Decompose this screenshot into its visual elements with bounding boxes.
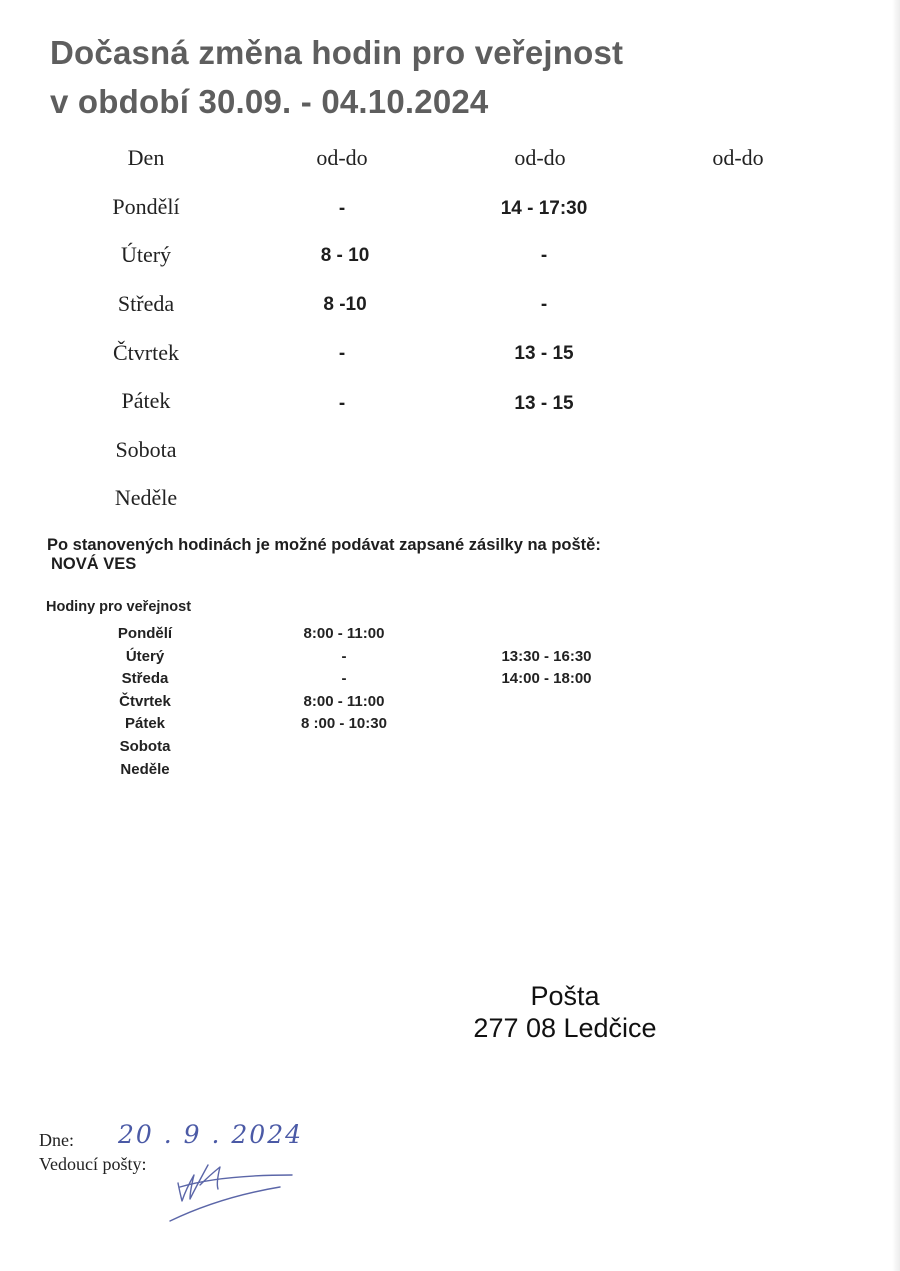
time-cell: - [341, 670, 347, 687]
day-label: Středa [117, 291, 175, 316]
page-subtitle: v období 30.09. - 04.10.2024 [50, 83, 489, 120]
day-label: Pondělí [117, 625, 173, 642]
time-cell: 8 -10 [323, 294, 367, 315]
head-label: Vedoucí pošty: [39, 1154, 147, 1174]
time-cell: - [341, 648, 347, 665]
time-cell: 13:30 - 16:30 [501, 648, 592, 665]
time-cell: - [338, 198, 346, 219]
day-label: Středa [121, 670, 169, 687]
signature-mark [160, 1145, 310, 1225]
day-label: Sobota [115, 437, 177, 462]
page-title: Dočasná změna hodin pro veřejnost [50, 34, 624, 71]
day-label: Neděle [120, 761, 170, 778]
post-office-name: Pošta [530, 981, 600, 1011]
day-label: Čtvrtek [113, 340, 179, 365]
day-label: Úterý [125, 648, 165, 665]
column-header-range-3: od-do [712, 145, 764, 170]
time-cell: 13 - 15 [514, 343, 574, 364]
time-cell: 13 - 15 [514, 393, 574, 414]
day-label: Úterý [120, 242, 172, 267]
time-cell: 14 - 17:30 [500, 198, 588, 219]
day-label: Čtvrtek [119, 693, 171, 710]
time-cell: - [540, 294, 548, 315]
post-office-address: 277 08 Ledčice [473, 1013, 657, 1043]
time-cell: 8:00 - 11:00 [303, 693, 385, 710]
notice-text: Po stanovených hodinách je možné podávat zapsané zásilky na poště: [47, 536, 601, 554]
time-cell: 14:00 - 18:00 [501, 670, 592, 687]
notice-location: NOVÁ VES [51, 555, 137, 573]
day-label: Pondělí [112, 194, 180, 219]
page-edge-shadow [892, 0, 900, 1271]
day-label: Sobota [119, 738, 171, 755]
time-cell: - [338, 343, 346, 364]
date-label: Dne: [39, 1130, 74, 1150]
public-hours-heading: Hodiny pro veřejnost [46, 599, 192, 615]
time-cell: 8 - 10 [320, 245, 370, 266]
day-label: Pátek [121, 388, 171, 413]
time-cell: - [338, 393, 346, 414]
day-label: Neděle [114, 485, 178, 510]
handwritten-date: 20 . 9 . 2024 [118, 1120, 304, 1149]
column-header-day: Den [127, 145, 165, 170]
column-header-range-1: od-do [316, 145, 368, 170]
day-label: Pátek [124, 715, 166, 732]
time-cell: 8:00 - 11:00 [303, 625, 385, 642]
column-header-range-2: od-do [514, 145, 566, 170]
time-cell: - [540, 245, 548, 266]
time-cell: 8 :00 - 10:30 [301, 715, 387, 732]
